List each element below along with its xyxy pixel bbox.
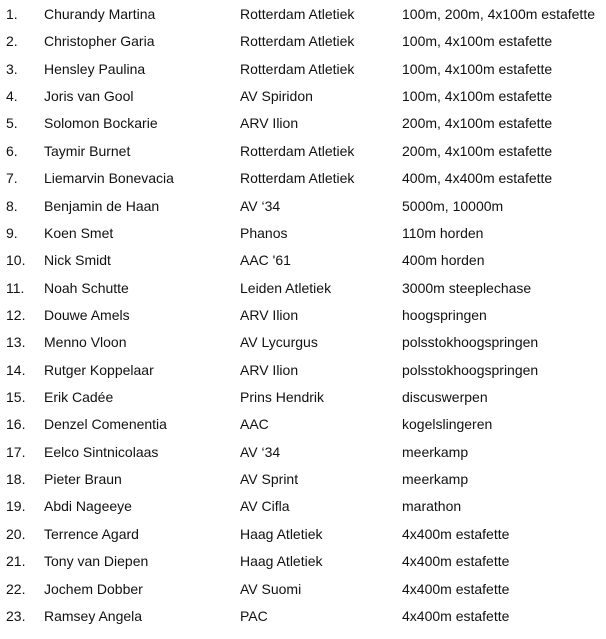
athlete-event: 100m, 200m, 4x100m estafette — [402, 6, 595, 22]
athlete-name: Hensley Paulina — [44, 60, 146, 77]
list-item — [0, 250, 606, 277]
athlete-name: Liemarvin Bonevacia — [44, 170, 174, 187]
athlete-number: 13. — [6, 334, 26, 351]
athlete-club: AAC — [240, 416, 269, 433]
athlete-number: 17. — [6, 443, 26, 460]
athlete-number: 15. — [6, 389, 26, 406]
athlete-name: Solomon Bockarie — [44, 115, 158, 132]
athlete-event: 400m horden — [402, 252, 485, 269]
list-item — [0, 551, 606, 578]
athlete-event: 100m, 4x100m estafette — [402, 60, 553, 77]
athlete-event: kogelslingeren — [402, 416, 493, 433]
athlete-event: 110m horden — [402, 224, 484, 241]
list-item — [0, 141, 606, 168]
athlete-club: Rotterdam Atletiek — [240, 170, 355, 187]
athlete-name: Taymir Burnet — [44, 142, 131, 159]
athlete-name: Abdi Nageeye — [44, 498, 132, 515]
athlete-number: 10. — [6, 252, 26, 269]
athlete-name: Pieter Braun — [44, 471, 122, 488]
athlete-club: Phanos — [240, 224, 288, 241]
list-item — [0, 4, 606, 31]
athlete-name: Benjamin de Haan — [44, 197, 160, 214]
list-item — [0, 579, 606, 606]
athlete-name: Denzel Comenentia — [44, 416, 167, 433]
athlete-event: 4x400m estafette — [402, 607, 510, 624]
athlete-event: 100m, 4x100m estafette — [402, 33, 553, 50]
athlete-name: Christopher Garia — [44, 33, 155, 50]
athlete-name: Noah Schutte — [44, 279, 129, 296]
list-item — [0, 606, 606, 633]
athlete-name: Joris van Gool — [44, 88, 134, 105]
athlete-number: 21. — [6, 553, 26, 570]
athlete-name: Tony van Diepen — [44, 553, 149, 570]
list-item — [0, 524, 606, 551]
athlete-club: Haag Atletiek — [240, 525, 323, 542]
list-item — [0, 196, 606, 223]
athlete-number: 14. — [6, 361, 26, 378]
athlete-name: Douwe Amels — [44, 306, 130, 323]
athlete-number: 3. — [6, 60, 18, 77]
list-item — [0, 86, 606, 113]
athlete-event: 4x400m estafette — [402, 525, 510, 542]
athlete-number: 7. — [6, 170, 18, 187]
athlete-club: Rotterdam Atletiek — [240, 33, 355, 50]
athlete-number: 16. — [6, 416, 26, 433]
list-item — [0, 442, 606, 469]
athlete-event: discuswerpen — [402, 389, 488, 406]
athlete-number: 18. — [6, 471, 26, 488]
athlete-name: Erik Cadée — [44, 389, 114, 406]
list-item — [0, 59, 606, 86]
athlete-number: 6. — [6, 142, 18, 159]
list-item — [0, 278, 606, 305]
athlete-number: 2. — [6, 33, 18, 50]
list-item — [0, 31, 606, 58]
list-item — [0, 496, 606, 523]
list-item — [0, 332, 606, 359]
athlete-list — [0, 4, 606, 633]
athlete-event: 4x400m estafette — [402, 553, 510, 570]
athlete-number: 20. — [6, 525, 26, 542]
athlete-number: 4. — [6, 88, 18, 105]
list-item — [0, 305, 606, 332]
athlete-club: AV Spiridon — [240, 88, 313, 105]
athlete-club: Rotterdam Atletiek — [240, 142, 355, 159]
athlete-club: AV Cifla — [240, 498, 290, 515]
athlete-number: 22. — [6, 580, 26, 597]
list-item — [0, 414, 606, 441]
list-item — [0, 469, 606, 496]
athlete-name: Churandy Martina — [44, 6, 156, 22]
athlete-event: meerkamp — [402, 471, 469, 488]
athlete-club: Rotterdam Atletiek — [240, 6, 355, 22]
athlete-name: Rutger Koppelaar — [44, 361, 154, 378]
athlete-event: 200m, 4x100m estafette — [402, 115, 553, 132]
athlete-number: 23. — [6, 607, 26, 624]
athlete-name: Ramsey Angela — [44, 607, 143, 624]
athlete-club: AV Suomi — [240, 580, 302, 597]
athlete-club: Prins Hendrik — [240, 389, 325, 406]
list-item — [0, 360, 606, 387]
athlete-number: 11. — [6, 279, 25, 296]
athlete-club: AAC '61 — [240, 252, 291, 269]
athlete-event: hoogspringen — [402, 306, 487, 323]
athlete-number: 8. — [6, 197, 18, 214]
athlete-event: polsstokhoogspringen — [402, 334, 539, 351]
athlete-name: Terrence Agard — [44, 525, 139, 542]
athlete-event: polsstokhoogspringen — [402, 361, 539, 378]
athlete-number: 1. — [6, 6, 18, 22]
athlete-club: ARV Ilion — [240, 115, 299, 132]
athlete-event: 4x400m estafette — [402, 580, 510, 597]
list-item — [0, 113, 606, 140]
athlete-name: Menno Vloon — [44, 334, 127, 351]
athlete-club: AV Lycurgus — [240, 334, 318, 351]
athlete-event: meerkamp — [402, 443, 469, 460]
list-item — [0, 168, 606, 195]
athlete-number: 5. — [6, 115, 18, 132]
athlete-club: Haag Atletiek — [240, 553, 323, 570]
list-item — [0, 387, 606, 414]
athlete-club: AV Sprint — [240, 471, 299, 488]
athlete-number: 12. — [6, 306, 26, 323]
athlete-club: PAC — [240, 607, 268, 624]
athlete-number: 9. — [6, 224, 18, 241]
athlete-club: ARV Ilion — [240, 361, 299, 378]
athlete-number: 19. — [6, 498, 26, 515]
athlete-club: ARV Ilion — [240, 306, 299, 323]
athlete-event: marathon — [402, 498, 462, 515]
athlete-name: Koen Smet — [44, 224, 114, 241]
athlete-event: 5000m, 10000m — [402, 197, 504, 214]
athlete-name: Eelco Sintnicolaas — [44, 443, 159, 460]
athlete-name: Jochem Dobber — [44, 580, 143, 597]
athlete-club: Rotterdam Atletiek — [240, 60, 355, 77]
athlete-event: 400m, 4x400m estafette — [402, 170, 553, 187]
athlete-event: 200m, 4x100m estafette — [402, 142, 553, 159]
athlete-club: AV ‘34 — [240, 197, 281, 214]
athlete-club: Leiden Atletiek — [240, 279, 332, 296]
athlete-name: Nick Smidt — [44, 252, 111, 269]
athlete-event: 100m, 4x100m estafette — [402, 88, 553, 105]
athlete-club: AV ‘34 — [240, 443, 281, 460]
athlete-event: 3000m steeplechase — [402, 279, 532, 296]
list-item — [0, 223, 606, 250]
